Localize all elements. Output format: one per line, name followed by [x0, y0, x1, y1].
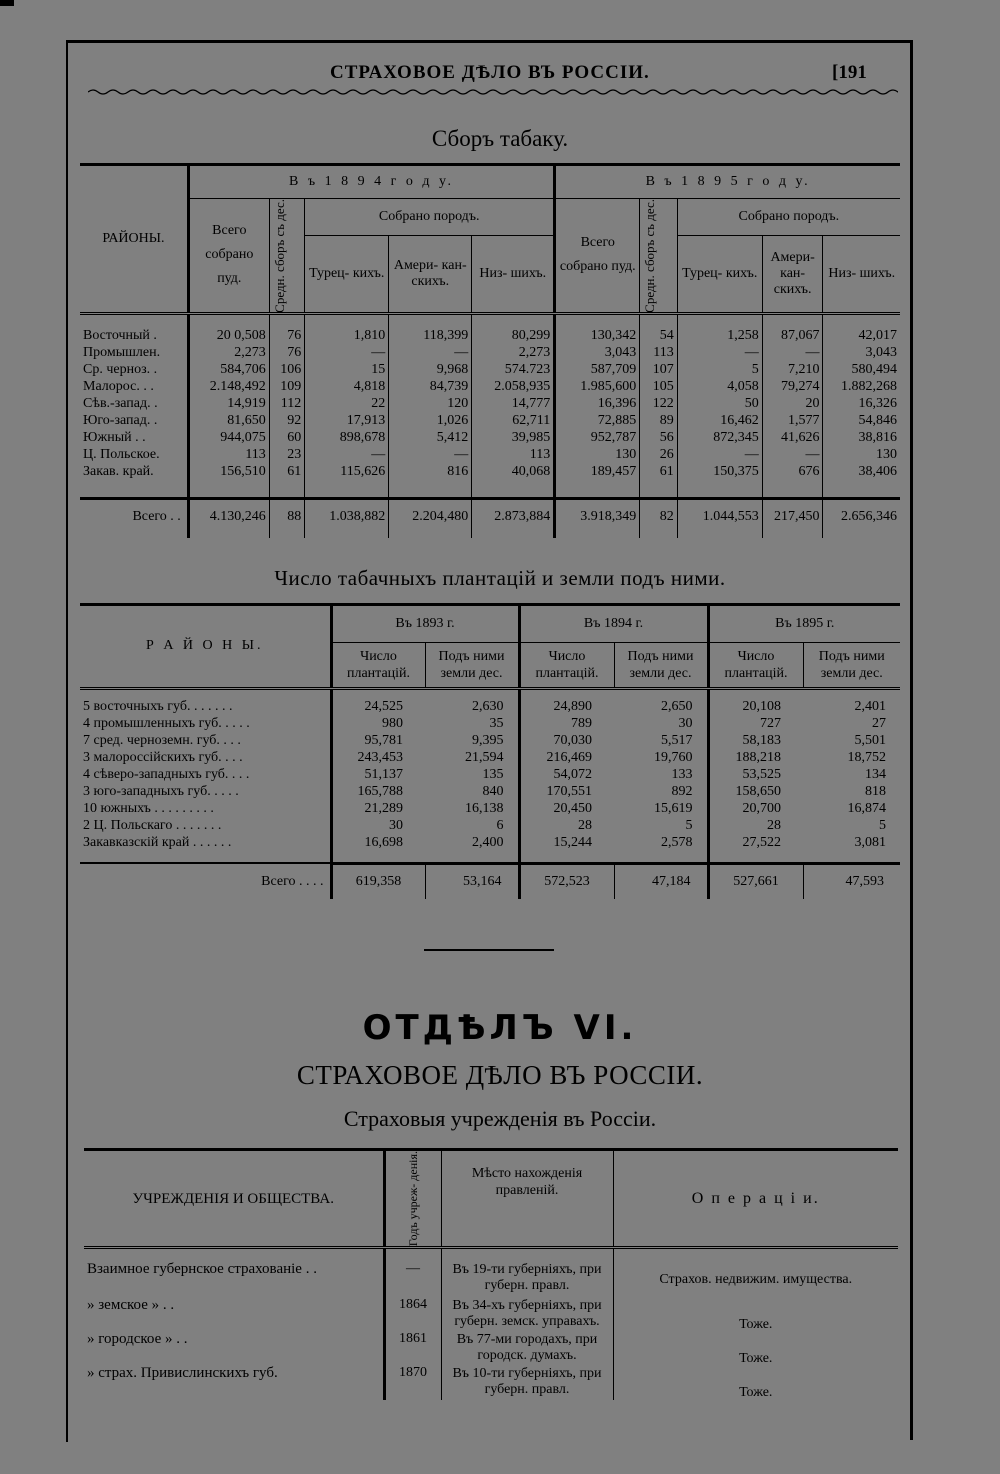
total-cell: 4.130,246	[188, 500, 269, 534]
data-cell: 892	[671, 783, 693, 799]
data-cell: 42,017	[823, 328, 900, 345]
page-number: [191	[832, 62, 867, 83]
data-cell: 107	[640, 362, 677, 379]
data-cell: 14,777	[472, 396, 555, 413]
total-cell: 3.918,349	[555, 500, 640, 534]
region-label: Промышлен.	[83, 345, 161, 361]
operations: Тоже.	[613, 1298, 898, 1332]
region-label: Малорос. . .	[83, 379, 154, 395]
data-cell: 113	[640, 345, 677, 362]
total-collected-1895: Всего собрано пуд.	[555, 198, 640, 314]
region-label: 7 сред. черноземн. губ. . . .	[83, 732, 241, 748]
data-cell: 89	[640, 413, 677, 430]
data-cell: 789	[519, 715, 614, 732]
data-cell: 38,406	[823, 464, 900, 481]
data-cell: 20,450	[519, 800, 614, 817]
data-cell: 133	[671, 766, 693, 782]
institution-name: » страх. Привислинскихъ губ.	[87, 1364, 278, 1381]
data-cell: 14,919	[188, 396, 269, 413]
data-cell: 1,026	[389, 413, 472, 430]
data-cell: 92	[269, 413, 304, 430]
data-cell: 54,846	[823, 413, 900, 430]
location: Въ 77-ми городахъ, при городск. думахъ.	[441, 1332, 613, 1366]
data-cell: 2,273	[472, 345, 555, 362]
data-cell: 28	[708, 817, 803, 834]
department-heading: ОТДѢЛЪ VI.	[362, 1008, 638, 1048]
table-row	[80, 345, 900, 362]
data-cell: 15,619	[654, 800, 693, 816]
data-cell: 170,551	[519, 783, 614, 800]
running-title: СТРАХОВОЕ ДѢЛО ВЪ РОССІИ.	[330, 62, 650, 83]
avg-yield-1894: Средн. сборъ съ дес.	[269, 198, 304, 314]
data-cell: 5,412	[389, 430, 472, 447]
data-cell: 76	[269, 328, 304, 345]
data-cell: 4,818	[305, 379, 389, 396]
data-cell: 20,108	[708, 698, 803, 715]
year-1894-header: В ъ 1 8 9 4 г о д у.	[188, 166, 554, 198]
count-header: Число плантацій.	[519, 642, 614, 688]
data-cell: 5,517	[661, 732, 693, 748]
land-header: Подъ ними земли дес.	[803, 642, 900, 688]
table-row	[84, 1332, 898, 1366]
data-cell: 20	[762, 396, 823, 413]
data-cell: 80,299	[472, 328, 555, 345]
turkish-1894: Турец- кихъ.	[305, 236, 389, 314]
data-cell: —	[677, 345, 762, 362]
lower-1895: Низ- шихъ.	[823, 236, 900, 314]
data-cell: 898,678	[305, 430, 389, 447]
data-cell: 24,890	[519, 698, 614, 715]
data-cell: 1,577	[762, 413, 823, 430]
col-year: Годъ учреж- денія.	[384, 1151, 441, 1248]
col-regions: РАЙОНЫ.	[80, 166, 188, 314]
total-cell: 2.204,480	[389, 500, 472, 534]
year-1894-header: Въ 1894 г.	[519, 606, 708, 642]
table-row	[80, 328, 900, 345]
region-label: 10 южныхъ . . . . . . . . .	[83, 800, 214, 816]
table-row	[80, 698, 900, 715]
data-cell: 134	[865, 766, 886, 782]
total-collected-1894: Всего собрано пуд.	[188, 198, 269, 314]
data-cell: 18,752	[847, 749, 886, 765]
count-header: Число плантацій.	[708, 642, 803, 688]
location: Въ 34-хъ губерніяхъ, при губерн. земск. управахъ.	[441, 1298, 613, 1332]
data-cell: 28	[519, 817, 614, 834]
tobacco-harvest-table	[80, 163, 900, 538]
data-cell: 41,626	[762, 430, 823, 447]
region-label: 2 Ц. Польскаго . . . . . . .	[83, 817, 222, 833]
data-cell: 1.882,268	[823, 379, 900, 396]
data-cell: 1,810	[305, 328, 389, 345]
american-1895: Амери- кан- скихъ.	[762, 236, 823, 314]
institution-name: Взаимное губернское страхованіе . .	[87, 1260, 317, 1277]
data-cell: 952,787	[555, 430, 640, 447]
plantations-title: Число табачныхъ плантацій и земли подъ ними.	[274, 566, 726, 590]
data-cell: 122	[640, 396, 677, 413]
data-cell: 87,067	[762, 328, 823, 345]
total-cell: 47,593	[803, 865, 900, 899]
data-cell: 40,068	[472, 464, 555, 481]
institution-name: » земское » . .	[87, 1296, 175, 1313]
data-cell: 872,345	[677, 430, 762, 447]
data-cell: 944,075	[188, 430, 269, 447]
data-cell: 35	[489, 715, 504, 731]
data-cell: —	[389, 447, 472, 464]
data-cell: 9,395	[472, 732, 504, 748]
data-cell: 112	[269, 396, 304, 413]
table-row	[80, 766, 900, 783]
data-cell: 16,874	[847, 800, 886, 816]
data-cell: 38,816	[823, 430, 900, 447]
table-row	[80, 430, 900, 447]
data-cell: 60	[269, 430, 304, 447]
data-cell: 56	[640, 430, 677, 447]
data-cell: 2,400	[472, 834, 504, 850]
tobacco-title: Сборъ табаку.	[431, 126, 569, 151]
col-institutions: УЧРЕЖДЕНІЯ И ОБЩЕСТВА.	[84, 1151, 384, 1248]
table-row	[80, 749, 900, 766]
data-cell: 118,399	[389, 328, 472, 345]
table-row-total	[80, 865, 900, 899]
data-cell: 7,210	[762, 362, 823, 379]
land-header: Подъ ними земли дес.	[425, 642, 519, 688]
data-cell: 816	[389, 464, 472, 481]
table-row	[80, 396, 900, 413]
total-cell: 2.656,346	[823, 500, 900, 534]
data-cell: 5	[685, 817, 693, 833]
data-cell: 23	[269, 447, 304, 464]
table-row	[80, 800, 900, 817]
location: Въ 19-ти губерніяхъ, при губерн. правл.	[441, 1262, 613, 1298]
total-label: Всего . .	[132, 509, 181, 525]
data-cell: 95,781	[331, 732, 425, 749]
founding-year: 1861	[384, 1332, 441, 1366]
col-regions: Р А Й О Н Ы.	[80, 606, 331, 688]
data-cell: 189,457	[555, 464, 640, 481]
data-cell: 676	[762, 464, 823, 481]
data-cell: 17,913	[305, 413, 389, 430]
plantations-table	[80, 603, 900, 899]
data-cell: 130	[823, 447, 900, 464]
region-label: Восточный .	[83, 328, 157, 344]
data-cell: 72,885	[555, 413, 640, 430]
total-cell: 53,164	[425, 865, 519, 899]
data-cell: 2,401	[854, 698, 886, 714]
data-cell: 109	[269, 379, 304, 396]
data-cell: 16,462	[677, 413, 762, 430]
table-row	[80, 413, 900, 430]
count-header: Число плантацій.	[331, 642, 425, 688]
table-row	[80, 834, 900, 851]
table-row	[84, 1366, 898, 1400]
data-cell: 76	[269, 345, 304, 362]
institution-name: » городское » . .	[87, 1330, 188, 1347]
data-cell: 156,510	[188, 464, 269, 481]
region-label: 3 юго-западныхъ губ. . . . .	[83, 783, 239, 799]
data-cell: 50	[677, 396, 762, 413]
american-1894: Амери- кан- скихъ.	[389, 236, 472, 314]
data-cell: —	[305, 447, 389, 464]
data-cell: 5	[677, 362, 762, 379]
frame-right-rule	[910, 40, 913, 1440]
data-cell: 3,043	[823, 345, 900, 362]
data-cell: 4,058	[677, 379, 762, 396]
operations: Тоже.	[613, 1332, 898, 1366]
data-cell: 2,630	[472, 698, 504, 714]
location: Въ 10-ти губерніяхъ, при губерн. правл.	[441, 1366, 613, 1400]
data-cell: 5,501	[854, 732, 886, 748]
land-header: Подъ ними земли дес.	[614, 642, 708, 688]
data-cell: 165,788	[331, 783, 425, 800]
corner-mark	[0, 0, 14, 6]
by-kind-1894: Собрано породъ.	[305, 198, 555, 236]
data-cell: 113	[188, 447, 269, 464]
year-1895-header: В ъ 1 8 9 5 г о д у.	[555, 166, 900, 198]
region-label: Закавказскій край . . . . . .	[83, 834, 232, 850]
section-divider	[424, 949, 554, 951]
region-label: Закав. край.	[83, 464, 154, 480]
data-cell: 53,525	[708, 766, 803, 783]
table-row	[84, 1298, 898, 1332]
data-cell: 26	[640, 447, 677, 464]
data-cell: 84,739	[389, 379, 472, 396]
data-cell: 840	[482, 783, 504, 799]
data-cell: 16,326	[823, 396, 900, 413]
data-cell: 24,525	[331, 698, 425, 715]
table-row	[80, 464, 900, 481]
total-cell: 1.038,882	[305, 500, 389, 534]
data-cell: 584,706	[188, 362, 269, 379]
data-cell: 15,244	[519, 834, 614, 851]
data-cell: 27	[872, 715, 886, 731]
table-row-total	[80, 500, 900, 534]
data-cell: 243,453	[331, 749, 425, 766]
data-cell: 54,072	[519, 766, 614, 783]
data-cell: 130,342	[555, 328, 640, 345]
table-row	[80, 379, 900, 396]
data-cell: 19,760	[654, 749, 693, 765]
region-label: Ср. черноз. .	[83, 362, 158, 378]
table-row	[80, 817, 900, 834]
data-cell: —	[762, 447, 823, 464]
data-cell: —	[762, 345, 823, 362]
data-cell: 51,137	[331, 766, 425, 783]
frame-left-rule	[66, 42, 68, 1442]
data-cell: 818	[865, 783, 886, 799]
col-place: Мѣсто нахожденія правленій.	[441, 1151, 613, 1248]
turkish-1895: Турец- кихъ.	[677, 236, 762, 314]
data-cell: —	[389, 345, 472, 362]
data-cell: 188,218	[708, 749, 803, 766]
data-cell: —	[677, 447, 762, 464]
data-cell: 30	[331, 817, 425, 834]
data-cell: 39,985	[472, 430, 555, 447]
region-label: 5 восточныхъ губ. . . . . . .	[83, 698, 233, 714]
data-cell: 216,469	[519, 749, 614, 766]
data-cell: 16,138	[465, 800, 504, 816]
data-cell: 20,700	[708, 800, 803, 817]
total-cell: 572,523	[519, 865, 614, 899]
data-cell: 61	[640, 464, 677, 481]
col-operations: О п е р а ц і и.	[613, 1151, 898, 1248]
total-cell: 1.044,553	[677, 500, 762, 534]
data-cell: 81,650	[188, 413, 269, 430]
table-row	[84, 1262, 898, 1298]
data-cell: 113	[472, 447, 555, 464]
data-cell: 5	[879, 817, 886, 833]
data-cell: 54	[640, 328, 677, 345]
region-label: Сѣв.-запад. .	[83, 396, 158, 412]
data-cell: 70,030	[519, 732, 614, 749]
founding-year: 1864	[384, 1298, 441, 1332]
operations: Тоже.	[613, 1366, 898, 1400]
region-label: Юго-запад. .	[83, 413, 158, 429]
by-kind-1895: Собрано породъ.	[677, 198, 900, 236]
avg-yield-1895: Средн. сборъ съ дес.	[640, 198, 677, 314]
section-heading: СТРАХОВОЕ ДѢЛО ВЪ РОССІИ.	[296, 1060, 704, 1090]
founding-year: —	[384, 1262, 441, 1298]
data-cell: 6	[496, 817, 504, 833]
data-cell: 16,698	[331, 834, 425, 851]
table-row	[80, 362, 900, 379]
data-cell: 61	[269, 464, 304, 481]
data-cell: 150,375	[677, 464, 762, 481]
data-cell: 2,578	[661, 834, 693, 850]
lower-1894: Низ- шихъ.	[472, 236, 555, 314]
data-cell: 120	[389, 396, 472, 413]
data-cell: 1,258	[677, 328, 762, 345]
total-cell: 2.873,884	[472, 500, 555, 534]
founding-year: 1870	[384, 1366, 441, 1400]
data-cell: 1.985,600	[555, 379, 640, 396]
total-label: Всего . . . .	[261, 873, 324, 889]
data-cell: 2.148,492	[188, 379, 269, 396]
frame-top-rule	[66, 40, 912, 43]
total-cell: 527,661	[708, 865, 803, 899]
data-cell: 3,043	[555, 345, 640, 362]
data-cell: 15	[305, 362, 389, 379]
data-cell: 58,183	[708, 732, 803, 749]
data-cell: 62,711	[472, 413, 555, 430]
table-row	[80, 715, 900, 732]
table-row	[80, 732, 900, 749]
data-cell: 580,494	[823, 362, 900, 379]
data-cell: 3,081	[854, 834, 886, 850]
data-cell: 9,968	[389, 362, 472, 379]
data-cell: 20 0,508	[188, 328, 269, 345]
wavy-rule	[88, 88, 898, 96]
data-cell: 16,396	[555, 396, 640, 413]
total-cell: 619,358	[331, 865, 425, 899]
region-label: 4 сѣверо-западныхъ губ. . . .	[83, 766, 250, 782]
year-1895-header: Въ 1895 г.	[708, 606, 900, 642]
data-cell: 2,273	[188, 345, 269, 362]
insurance-institutions-table	[84, 1148, 898, 1400]
operations: Страхов. недвижим. имущества.	[613, 1262, 898, 1298]
year-1893-header: Въ 1893 г.	[331, 606, 519, 642]
data-cell: 727	[708, 715, 803, 732]
data-cell: 21,289	[331, 800, 425, 817]
section-subtitle: Страховыя учрежденія въ Россіи.	[343, 1106, 657, 1131]
data-cell: 130	[555, 447, 640, 464]
data-cell: 106	[269, 362, 304, 379]
data-cell: 105	[640, 379, 677, 396]
data-cell: 587,709	[555, 362, 640, 379]
table-row	[80, 447, 900, 464]
data-cell: 21,594	[465, 749, 504, 765]
data-cell: 2.058,935	[472, 379, 555, 396]
total-cell: 88	[269, 500, 304, 534]
region-label: 3 малороссійскихъ губ. . . .	[83, 749, 243, 765]
total-cell: 82	[640, 500, 677, 534]
data-cell: 115,626	[305, 464, 389, 481]
data-cell: 30	[678, 715, 693, 731]
data-cell: 158,650	[708, 783, 803, 800]
region-label: Ц. Польское.	[83, 447, 160, 463]
region-label: 4 промышленныхъ губ. . . . .	[83, 715, 250, 731]
region-label: Южный . .	[83, 430, 146, 446]
data-cell: 79,274	[762, 379, 823, 396]
table-row	[80, 783, 900, 800]
data-cell: 22	[305, 396, 389, 413]
data-cell: 574.723	[472, 362, 555, 379]
data-cell: 980	[331, 715, 425, 732]
data-cell: 135	[482, 766, 504, 782]
data-cell: 27,522	[708, 834, 803, 851]
total-cell: 217,450	[762, 500, 823, 534]
total-cell: 47,184	[614, 865, 708, 899]
data-cell: —	[305, 345, 389, 362]
data-cell: 2,650	[661, 698, 693, 714]
